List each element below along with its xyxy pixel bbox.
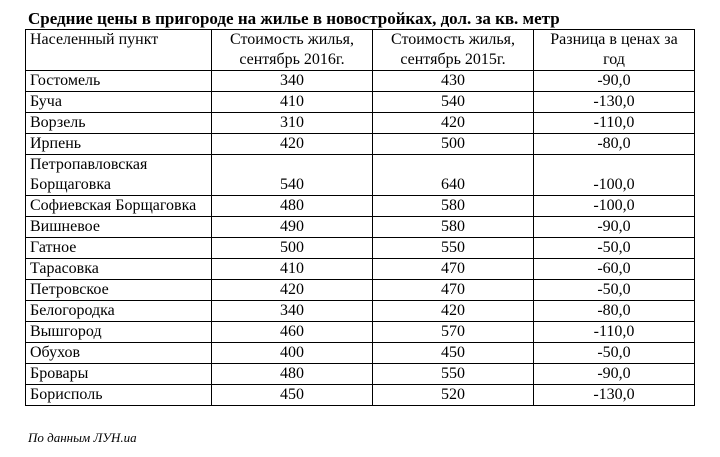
- cell-price-diff: -80,0: [534, 301, 695, 322]
- cell-price-2016: 410: [212, 92, 373, 113]
- table-row: [26, 364, 695, 385]
- cell-town: Ворзель: [26, 113, 212, 134]
- price-table: [25, 29, 695, 406]
- table-body: [26, 71, 695, 406]
- cell-town: Гостомель: [26, 71, 212, 92]
- cell-town: Борисполь: [26, 385, 212, 406]
- cell-town: Гатное: [26, 238, 212, 259]
- table-row: [26, 71, 695, 92]
- table-header-row: [26, 30, 695, 71]
- cell-town: Вышгород: [26, 322, 212, 343]
- cell-price-2015: 550: [373, 364, 534, 385]
- cell-price-2015: 570: [373, 322, 534, 343]
- table-row: [26, 134, 695, 155]
- table-row: [26, 113, 695, 134]
- cell-price-2016: 540: [212, 155, 373, 196]
- cell-price-diff: -110,0: [534, 322, 695, 343]
- table-row: [26, 155, 695, 196]
- cell-town: Петровское: [26, 280, 212, 301]
- page-title: Средние цены в пригороде на жилье в новостройках, дол. за кв. метр: [28, 9, 560, 28]
- table-row: [26, 343, 695, 364]
- cell-price-2016: 410: [212, 259, 373, 280]
- cell-price-diff: -90,0: [534, 71, 695, 92]
- cell-price-diff: -80,0: [534, 134, 695, 155]
- cell-price-2016: 420: [212, 134, 373, 155]
- cell-price-2016: 480: [212, 196, 373, 217]
- header-town: Населенный пункт: [26, 30, 212, 71]
- cell-town: Вишневое: [26, 217, 212, 238]
- table-row: [26, 92, 695, 113]
- cell-price-diff: -50,0: [534, 238, 695, 259]
- cell-town: Тарасовка: [26, 259, 212, 280]
- cell-town: Белогородка: [26, 301, 212, 322]
- cell-price-diff: -100,0: [534, 155, 695, 196]
- cell-price-2015: 520: [373, 385, 534, 406]
- cell-price-2016: 400: [212, 343, 373, 364]
- cell-price-diff: -130,0: [534, 385, 695, 406]
- cell-price-2015: 580: [373, 196, 534, 217]
- cell-town: Петропавловская Борщаговка: [26, 155, 212, 196]
- table-row: [26, 385, 695, 406]
- cell-price-diff: -50,0: [534, 280, 695, 301]
- cell-price-2016: 460: [212, 322, 373, 343]
- header-price-2015: Стоимость жилья, сентябрь 2015г.: [373, 30, 534, 71]
- cell-town: Ирпень: [26, 134, 212, 155]
- cell-town: Бровары: [26, 364, 212, 385]
- cell-price-2016: 420: [212, 280, 373, 301]
- cell-price-2015: 420: [373, 113, 534, 134]
- header-price-diff: Разница в ценах за год: [534, 30, 695, 71]
- cell-price-diff: -90,0: [534, 217, 695, 238]
- cell-price-diff: -130,0: [534, 92, 695, 113]
- table-row: [26, 280, 695, 301]
- cell-price-diff: -110,0: [534, 113, 695, 134]
- cell-price-2016: 490: [212, 217, 373, 238]
- cell-price-diff: -50,0: [534, 343, 695, 364]
- table-row: [26, 196, 695, 217]
- table-row: [26, 217, 695, 238]
- cell-price-2015: 430: [373, 71, 534, 92]
- cell-price-diff: -60,0: [534, 259, 695, 280]
- cell-price-2016: 450: [212, 385, 373, 406]
- cell-price-diff: -90,0: [534, 364, 695, 385]
- cell-price-2015: 580: [373, 217, 534, 238]
- cell-town: Софиевская Борщаговка: [26, 196, 212, 217]
- cell-price-2015: 420: [373, 301, 534, 322]
- cell-town: Обухов: [26, 343, 212, 364]
- cell-price-diff: -100,0: [534, 196, 695, 217]
- cell-price-2015: 550: [373, 238, 534, 259]
- cell-price-2016: 340: [212, 71, 373, 92]
- cell-price-2016: 310: [212, 113, 373, 134]
- header-price-2016: Стоимость жилья, сентябрь 2016г.: [212, 30, 373, 71]
- table-row: [26, 322, 695, 343]
- cell-price-2015: 470: [373, 259, 534, 280]
- cell-price-2015: 640: [373, 155, 534, 196]
- cell-price-2015: 540: [373, 92, 534, 113]
- cell-price-2015: 470: [373, 280, 534, 301]
- cell-price-2016: 340: [212, 301, 373, 322]
- table-row: [26, 301, 695, 322]
- cell-price-2015: 450: [373, 343, 534, 364]
- cell-town: Буча: [26, 92, 212, 113]
- table-row: [26, 259, 695, 280]
- cell-price-2015: 500: [373, 134, 534, 155]
- cell-price-2016: 480: [212, 364, 373, 385]
- source-note: По данным ЛУН.ua: [28, 430, 137, 445]
- table-row: [26, 238, 695, 259]
- cell-price-2016: 500: [212, 238, 373, 259]
